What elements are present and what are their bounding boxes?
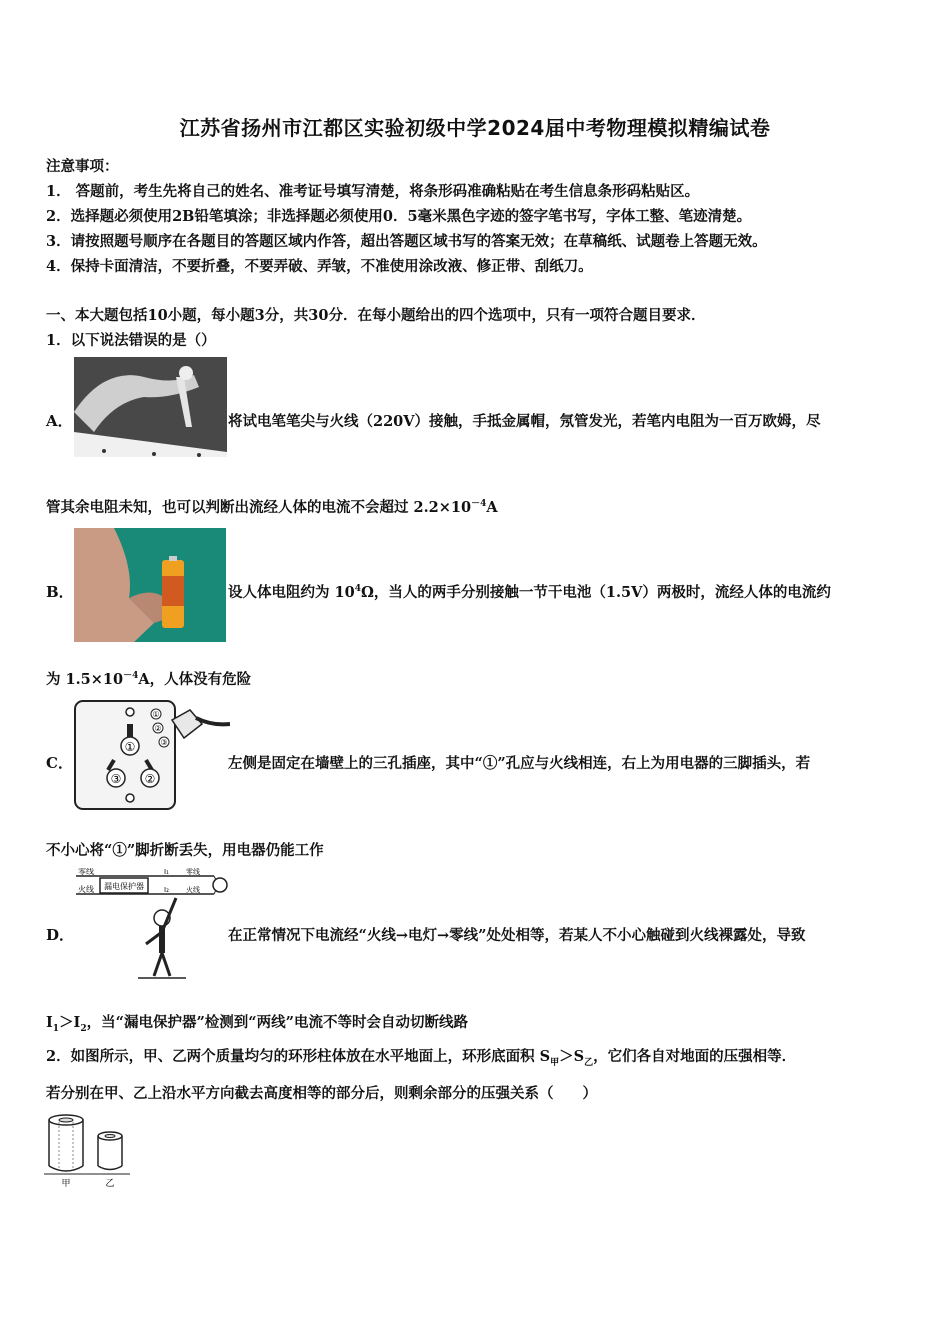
notice-item-4: 4．保持卡面清洁，不要折叠，不要弄破、弄皱，不准使用涂改液、修正带、刮纸刀。 <box>46 258 593 275</box>
option-b-exponent-1: 4 <box>354 584 361 595</box>
protector-box-label: 漏电保护器 <box>104 882 144 891</box>
current-i2-label: I₂ <box>164 886 169 894</box>
option-c-label: C． <box>46 754 73 772</box>
option-a-text-1: 将试电笔笔尖与火线（220V）接触，手抵金属帽，氖管发光，若笔内电阻为一百万欧姆，尽 <box>228 413 821 430</box>
socket-label-3: ③ <box>110 772 122 786</box>
option-a-label: A． <box>46 412 73 430</box>
question-2-line-1-rest: ，它们各自对地面的压强相等． <box>593 1048 797 1065</box>
page-title: 江苏省扬州市江都区实验初级中学2024届中考物理模拟精编试卷 <box>179 116 771 140</box>
option-b-text-2 <box>46 668 251 689</box>
cylinder-yi-label: 乙 <box>105 1179 115 1189</box>
section-1-instruction: 一、本大题包括10小题，每小题3分，共30分．在每小题给出的四个选项中，只有一项符合题目要求． <box>46 307 706 324</box>
question-2-gt: ＞S <box>559 1048 585 1065</box>
question-2-line-1 <box>46 1045 796 1068</box>
battery-hand-photo <box>74 528 226 642</box>
question-1-stem: 1．以下说法错误的是（） <box>46 332 216 349</box>
option-d-text-2 <box>46 1011 468 1034</box>
option-d-text-2-rest: ，当“漏电保护器”检测到“两线”电流不等时会自动切断线路 <box>86 1014 468 1031</box>
ring-cylinders-diagram <box>44 1112 130 1190</box>
socket-plug-diagram <box>72 698 230 812</box>
plug-label-2: ② <box>154 724 162 733</box>
fire-line-label-2: 火线 <box>186 886 200 894</box>
option-d-gt-i2: ＞I <box>59 1014 81 1031</box>
option-a-exponent: －4 <box>471 499 487 510</box>
question-2-line-2: 若分别在甲、乙上沿水平方向截去高度相等的部分后，则剩余部分的压强关系（ ） <box>46 1085 597 1102</box>
socket-label-1: ① <box>124 740 136 754</box>
option-a-text-2-main: 管其余电阻未知，也可以判断出流经人体的电流不会超过 2.2×10 <box>46 499 472 516</box>
option-d-text-1: 在正常情况下电流经“火线→电灯→零线”处处相等，若某人不小心触碰到火线裸露处，导致 <box>228 927 806 944</box>
option-c-text-2: 不小心将“①”脚折断丢失，用电器仍能工作 <box>46 842 324 859</box>
option-a-unit: A <box>486 499 498 516</box>
notice-item-2: 2．选择题必须使用2B铅笔填涂；非选择题必须使用0．5毫米黑色字迹的签字笔书写，字体工整、笔迹清楚。 <box>46 208 752 225</box>
option-b-exponent-2: －4 <box>123 671 139 682</box>
question-2-line-1-main: 2．如图所示，甲、乙两个质量均匀的环形柱体放在水平地面上，环形底面积 S <box>46 1048 551 1065</box>
cylinder-jia-label: 甲 <box>61 1179 71 1189</box>
current-i1-label: I₁ <box>164 868 169 876</box>
option-b-text-2-main: 为 1.5×10 <box>46 671 124 688</box>
zero-line-label-2: 零线 <box>186 868 200 876</box>
plug-label-3: ③ <box>160 738 168 747</box>
leakage-protector-diagram <box>74 868 232 984</box>
option-a-text-2 <box>46 496 498 517</box>
socket-label-2: ② <box>144 772 156 786</box>
notice-item-3: 3．请按照题号顺序在各题目的答题区域内作答，超出答题区域书写的答案无效；在草稿纸、试题卷上答题无效。 <box>46 233 767 250</box>
option-d-i1: I <box>46 1014 53 1031</box>
option-b-text-1-main: 设人体电阻约为 10 <box>228 584 355 601</box>
option-d-sub-2: 2 <box>80 1023 87 1034</box>
option-b-text-2-rest: A，人体没有危险 <box>138 671 252 688</box>
option-d-sub-1: 1 <box>52 1023 60 1034</box>
question-2-sub-jia: 甲 <box>550 1057 560 1068</box>
option-b-text-1 <box>228 581 831 602</box>
option-b-label: B． <box>46 583 74 601</box>
option-b-text-1-rest: Ω，当人的两手分别接触一节干电池（1.5V）两极时，流经人体的电流约 <box>361 584 831 601</box>
notice-heading: 注意事项： <box>46 158 119 175</box>
notice-item-1: 1． 答题前，考生先将自己的姓名、准考证号填写清楚，将条形码准确粘贴在考生信息条形码粘贴区。 <box>46 183 700 200</box>
zero-line-label: 零线 <box>78 868 94 876</box>
fire-line-label: 火线 <box>78 885 94 894</box>
option-d-label: D． <box>46 926 75 944</box>
question-2-sub-yi: 乙 <box>584 1057 594 1068</box>
test-pen-photo <box>74 357 227 457</box>
option-c-text-1: 左侧是固定在墙壁上的三孔插座，其中“①”孔应与火线相连，右上为用电器的三脚插头，若 <box>228 755 811 772</box>
plug-label-1: ① <box>152 710 160 719</box>
